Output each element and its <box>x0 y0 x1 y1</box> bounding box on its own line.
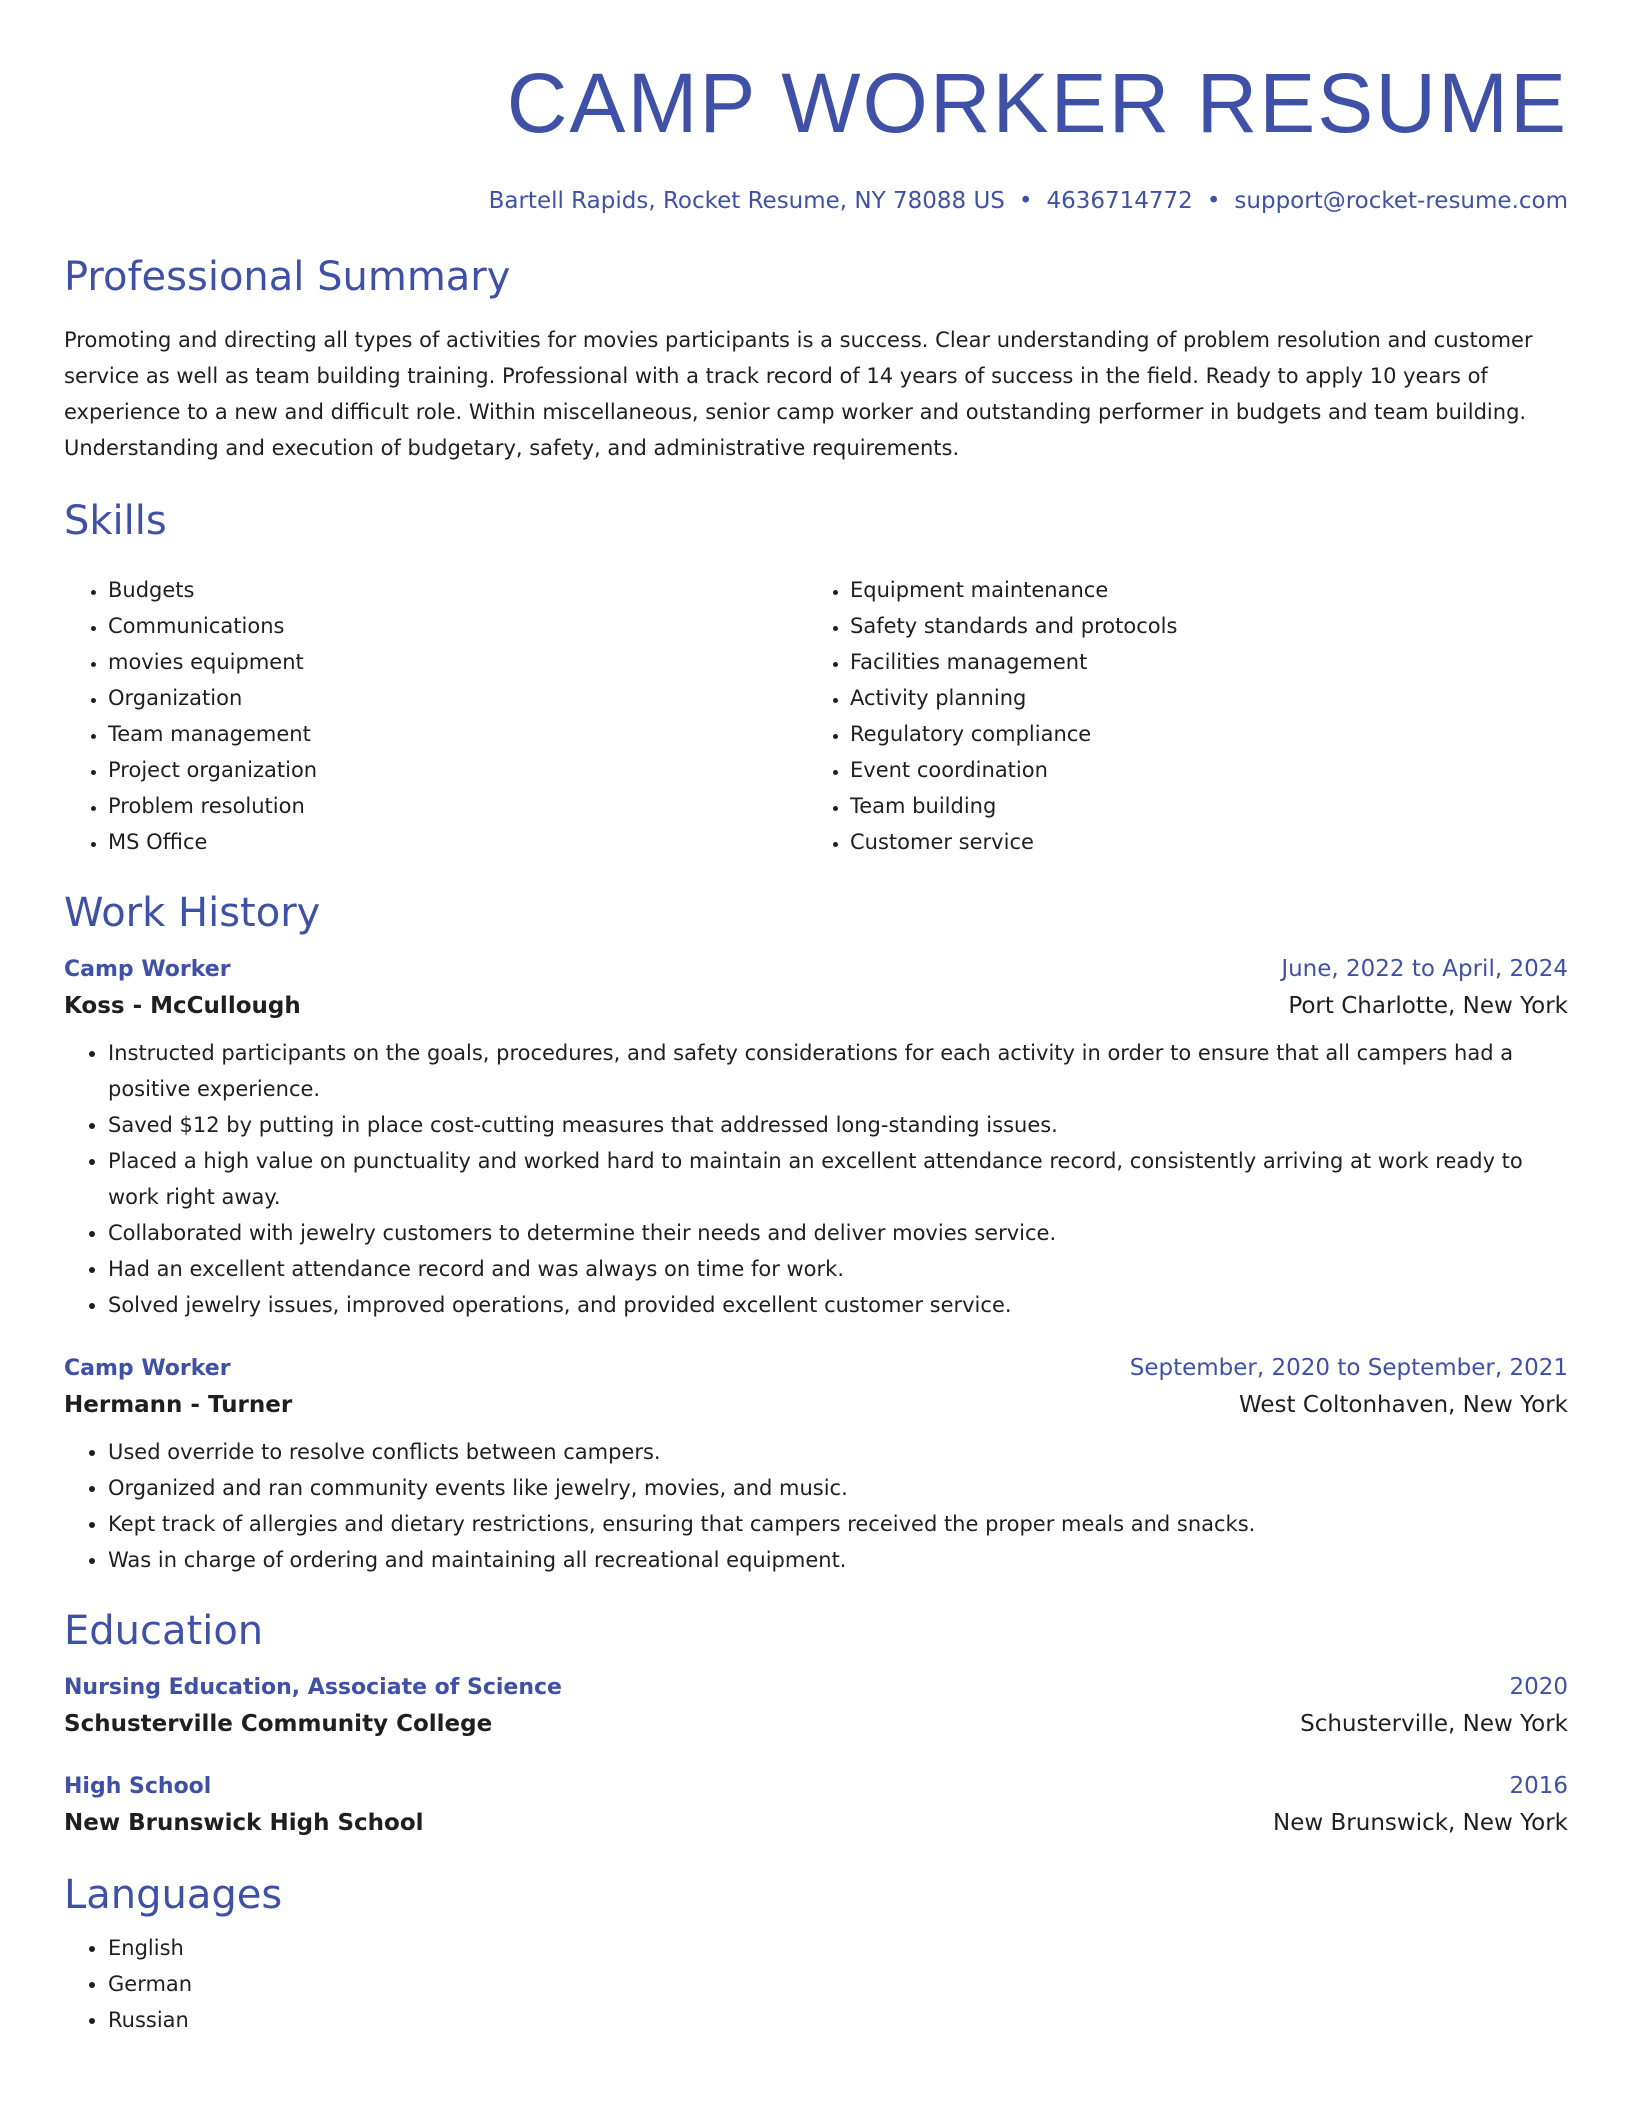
job-bullet: • Kept track of allergies and dietary restrictions, ensuring that campers received the proper meals and snacks. <box>108 1506 1568 1542</box>
skill-item: • Team building <box>850 788 1548 824</box>
summary-heading: Professional Summary <box>64 254 511 300</box>
skill-item: • Budgets <box>108 572 806 608</box>
job-bullet: • Instructed participants on the goals, procedures, and safety considerations for each activity in order to ensure that all campers had a positive experience. <box>108 1035 1568 1107</box>
job-bullet: • Placed a high value on punctuality and worked hard to maintain an excellent attendance record, consistently arriving at work ready to work right away. <box>108 1143 1568 1215</box>
job-company: Koss - McCullough <box>64 993 301 1019</box>
education-degree: High School <box>64 1774 212 1799</box>
resume-title: CAMP WORKER RESUME <box>506 56 1568 150</box>
skill-item: • Organization <box>108 680 806 716</box>
contact-separator: • <box>1206 188 1221 214</box>
education-school-row <box>64 1804 1568 1842</box>
skill-item: • Team management <box>108 716 806 752</box>
job-company: Hermann - Turner <box>64 1392 293 1418</box>
job-entry <box>64 952 1568 1323</box>
contact-phone: 4636714772 <box>1046 188 1193 214</box>
skills-grid <box>64 562 1568 860</box>
education-degree-row <box>64 1670 1568 1705</box>
skill-item: • Regulatory compliance <box>850 716 1548 752</box>
job-company-row <box>64 1386 1568 1424</box>
language-item: • German <box>108 1966 1568 2002</box>
job-bullet: • Saved $12 by putting in place cost-cutting measures that addressed long-standing issues. <box>108 1107 1568 1143</box>
job-bullet: • Organized and ran community events like jewelry, movies, and music. <box>108 1470 1568 1506</box>
job-title: Camp Worker <box>64 1356 231 1381</box>
contact-address: Bartell Rapids, Rocket Resume, NY 78088 US <box>488 188 1005 214</box>
job-company-row <box>64 987 1568 1025</box>
skill-item: • Safety standards and protocols <box>850 608 1548 644</box>
contact-separator: • <box>1018 188 1033 214</box>
education-entry <box>64 1769 1568 1842</box>
job-bullets <box>64 1035 1568 1323</box>
job-location: West Coltonhaven, New York <box>1239 1392 1568 1418</box>
education-entry <box>64 1670 1568 1743</box>
job-bullets <box>64 1434 1568 1578</box>
skill-item: • Project organization <box>108 752 806 788</box>
job-bullet: • Collaborated with jewelry customers to determine their needs and deliver movies service. <box>108 1215 1568 1251</box>
skill-item: • Event coordination <box>850 752 1548 788</box>
skill-item: • Communications <box>108 608 806 644</box>
education-location: Schusterville, New York <box>1300 1711 1568 1737</box>
contact-line <box>64 186 1568 216</box>
work-history-heading: Work History <box>64 890 321 936</box>
job-bullet: • Had an excellent attendance record and was always on time for work. <box>108 1251 1568 1287</box>
education-year: 2020 <box>1509 1674 1568 1700</box>
skill-item: • Facilities management <box>850 644 1548 680</box>
skill-item: • movies equipment <box>108 644 806 680</box>
education-degree: Nursing Education, Associate of Science <box>64 1675 562 1700</box>
skill-item: • Customer service <box>850 824 1548 860</box>
languages-heading: Languages <box>64 1872 283 1918</box>
skill-item: • Problem resolution <box>108 788 806 824</box>
education-year: 2016 <box>1509 1773 1568 1799</box>
contact-email: support@rocket-resume.com <box>1234 188 1568 214</box>
skills-list-left <box>64 572 806 860</box>
languages-section <box>64 1930 1568 2038</box>
education-degree-row <box>64 1769 1568 1804</box>
job-title: Camp Worker <box>64 957 231 982</box>
education-school: Schusterville Community College <box>64 1711 493 1737</box>
summary-text: Promoting and directing all types of activities for movies participants is a success. Clear understanding of problem resolution and customer service as well as team building training. Professional with a track record of 14 years of success in the field. Ready to apply 10 years of experience to a new and difficult role. Within miscellaneous, senior camp worker and outstanding performer in budgets and team building. Understanding and execution of budgetary, safety, and administrative requirements. <box>64 328 1533 460</box>
job-bullet: • Was in charge of ordering and maintaining all recreational equipment. <box>108 1542 1568 1578</box>
job-title-row <box>64 1351 1568 1386</box>
education-location: New Brunswick, New York <box>1273 1810 1568 1836</box>
resume-header <box>64 58 1568 216</box>
languages-list <box>64 1930 1568 2038</box>
job-entry <box>64 1351 1568 1578</box>
skill-item: • MS Office <box>108 824 806 860</box>
job-dates: September, 2020 to September, 2021 <box>1129 1355 1568 1381</box>
job-bullet: • Solved jewelry issues, improved operations, and provided excellent customer service. <box>108 1287 1568 1323</box>
language-item: • English <box>108 1930 1568 1966</box>
skills-list-right <box>806 572 1548 860</box>
job-title-row <box>64 952 1568 987</box>
skill-item: • Equipment maintenance <box>850 572 1548 608</box>
skills-heading: Skills <box>64 498 167 544</box>
education-school-row <box>64 1705 1568 1743</box>
job-location: Port Charlotte, New York <box>1288 993 1568 1019</box>
education-heading: Education <box>64 1608 264 1654</box>
education-school: New Brunswick High School <box>64 1810 424 1836</box>
language-item: • Russian <box>108 2002 1568 2038</box>
job-dates: June, 2022 to April, 2024 <box>1281 956 1568 982</box>
job-bullet: • Used override to resolve conflicts between campers. <box>108 1434 1568 1470</box>
skill-item: • Activity planning <box>850 680 1548 716</box>
